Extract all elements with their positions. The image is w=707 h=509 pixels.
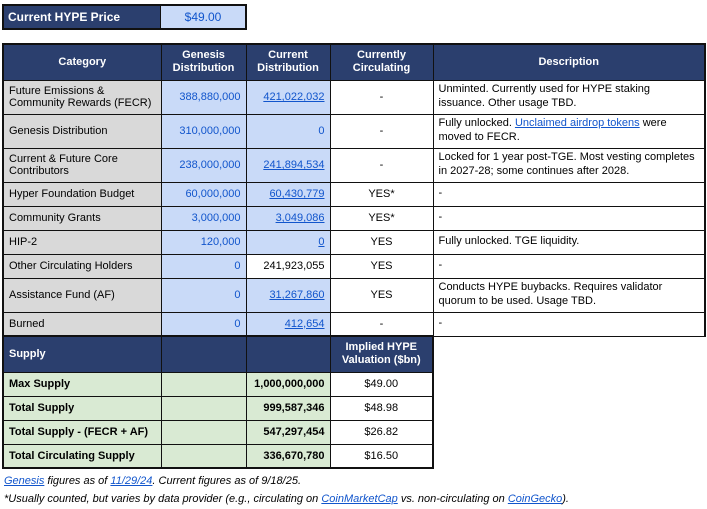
category-cell: Current & Future Core Contributors	[3, 148, 161, 182]
valuation-cell: $49.00	[330, 372, 433, 396]
circulating-cell: -	[330, 114, 433, 148]
description-text: were moved to FECR.	[438, 117, 667, 143]
supply-value-cell: 999,587,346	[246, 396, 330, 420]
current-value-link[interactable]: 31,267,860	[269, 289, 325, 301]
genesis-value-cell: 0	[161, 278, 246, 312]
table-row-fecr	[3, 80, 705, 114]
current-value-cell	[246, 312, 330, 336]
empty-cell	[161, 336, 246, 372]
header-genesis-distribution: Genesis Distribution	[161, 44, 246, 80]
footnote-text: vs. non-circulating on	[397, 493, 508, 505]
token-distribution-table	[2, 43, 706, 469]
genesis-link[interactable]: Genesis	[4, 475, 45, 487]
circulating-cell: YES*	[330, 182, 433, 206]
current-value-cell	[246, 148, 330, 182]
circulating-cell: -	[330, 148, 433, 182]
supply-row-total-circulating	[3, 444, 705, 468]
current-hype-price-bar	[2, 4, 247, 30]
category-cell: HIP-2	[3, 230, 161, 254]
valuation-cell: $48.98	[330, 396, 433, 420]
table-header-row	[3, 44, 705, 80]
supply-label-cell: Total Circulating Supply	[3, 444, 161, 468]
description-cell: Unminted. Currently used for HYPE staking issuance. Other usage TBD.	[433, 80, 705, 114]
description-cell: -	[433, 206, 705, 230]
empty-cell	[161, 396, 246, 420]
supply-header-label: Supply	[3, 336, 161, 372]
supply-label-cell: Total Supply - (FECR + AF)	[3, 420, 161, 444]
circulating-cell: -	[330, 80, 433, 114]
circulating-cell: -	[330, 312, 433, 336]
genesis-value-cell: 388,880,000	[161, 80, 246, 114]
genesis-value-cell: 0	[161, 312, 246, 336]
genesis-value-cell: 120,000	[161, 230, 246, 254]
footnote-text: *Usually counted, but varies by data provider (e.g., circulating on	[4, 493, 322, 505]
description-text: Fully unlocked.	[438, 117, 515, 130]
table-row-burned	[3, 312, 705, 336]
current-value-cell: 0	[246, 114, 330, 148]
supply-row-total-supply	[3, 396, 705, 420]
empty-cell	[161, 420, 246, 444]
current-value-cell	[246, 206, 330, 230]
footnote-text: ).	[562, 493, 569, 505]
current-value-cell	[246, 278, 330, 312]
header-category: Category	[3, 44, 161, 80]
header-description: Description	[433, 44, 705, 80]
genesis-date-link[interactable]: 11/29/24	[110, 475, 153, 487]
description-cell: -	[433, 312, 705, 336]
category-cell: Other Circulating Holders	[3, 254, 161, 278]
category-cell: Burned	[3, 312, 161, 336]
table-row-other-circulating	[3, 254, 705, 278]
empty-cell	[161, 444, 246, 468]
current-value-link[interactable]: 0	[318, 236, 325, 248]
current-value-cell	[246, 80, 330, 114]
description-cell: Fully unlocked. TGE liquidity.	[433, 230, 705, 254]
current-value-link[interactable]: 3,049,086	[275, 212, 325, 224]
supply-value-cell: 547,297,454	[246, 420, 330, 444]
circulating-cell: YES	[330, 254, 433, 278]
current-value-link[interactable]: 241,894,534	[263, 159, 325, 171]
circulating-cell: YES*	[330, 206, 433, 230]
footnote-asterisk	[4, 493, 707, 505]
genesis-value-cell: 60,000,000	[161, 182, 246, 206]
supply-row-total-minus-fecr-af	[3, 420, 705, 444]
price-value: $49.00	[161, 6, 245, 28]
valuation-cell: $26.82	[330, 420, 433, 444]
valuation-cell: $16.50	[330, 444, 433, 468]
current-value-cell	[246, 182, 330, 206]
current-value-link[interactable]: 60,430,779	[269, 188, 325, 200]
supply-label-cell: Max Supply	[3, 372, 161, 396]
category-cell: Hyper Foundation Budget	[3, 182, 161, 206]
description-cell: Conducts HYPE buybacks. Requires validator quorum to be used. Usage TBD.	[433, 278, 705, 312]
table-row-core-contributors	[3, 148, 705, 182]
footnote-text: figures as of	[44, 475, 111, 487]
circulating-cell: YES	[330, 278, 433, 312]
category-cell: Assistance Fund (AF)	[3, 278, 161, 312]
supply-label-cell: Total Supply	[3, 396, 161, 420]
empty-cell	[161, 372, 246, 396]
supply-row-max-supply	[3, 372, 705, 396]
current-value-link[interactable]: 421,022,032	[263, 91, 325, 103]
description-cell: Locked for 1 year post-TGE. Most vesting completes in 2027-28; some continues after 2028.	[433, 148, 705, 182]
table-row-hip2	[3, 230, 705, 254]
current-value-cell	[246, 230, 330, 254]
category-cell: Future Emissions & Community Rewards (FECR)	[3, 80, 161, 114]
implied-valuation-header: Implied HYPE Valuation ($bn)	[330, 336, 433, 372]
current-value-cell: 241,923,055	[246, 254, 330, 278]
category-cell: Community Grants	[3, 206, 161, 230]
coingecko-link[interactable]: CoinGecko	[507, 493, 563, 505]
genesis-value-cell: 238,000,000	[161, 148, 246, 182]
supply-header-row	[3, 336, 705, 372]
table-row-community-grants	[3, 206, 705, 230]
circulating-cell: YES	[330, 230, 433, 254]
table-row-genesis-distribution	[3, 114, 705, 148]
header-current-distribution: Current Distribution	[246, 44, 330, 80]
footnote-dates	[4, 475, 707, 487]
header-currently-circulating: Currently Circulating	[330, 44, 433, 80]
description-cell: -	[433, 254, 705, 278]
coinmarketcap-link[interactable]: CoinMarketCap	[321, 493, 398, 505]
description-cell	[433, 114, 705, 148]
spreadsheet-view	[0, 4, 707, 505]
genesis-value-cell: 0	[161, 254, 246, 278]
current-value-link[interactable]: 412,654	[284, 317, 325, 330]
unclaimed-airdrop-tokens-link[interactable]: Unclaimed airdrop tokens	[514, 117, 640, 130]
table-row-hyper-foundation	[3, 182, 705, 206]
supply-value-cell: 1,000,000,000	[246, 372, 330, 396]
category-cell: Genesis Distribution	[3, 114, 161, 148]
supply-value-cell: 336,670,780	[246, 444, 330, 468]
empty-cell	[246, 336, 330, 372]
price-label: Current HYPE Price	[4, 6, 161, 28]
description-cell: -	[433, 182, 705, 206]
footnote-text: . Current figures as of 9/18/25.	[152, 475, 302, 487]
genesis-value-cell: 3,000,000	[161, 206, 246, 230]
table-row-assistance-fund	[3, 278, 705, 312]
genesis-value-cell: 310,000,000	[161, 114, 246, 148]
